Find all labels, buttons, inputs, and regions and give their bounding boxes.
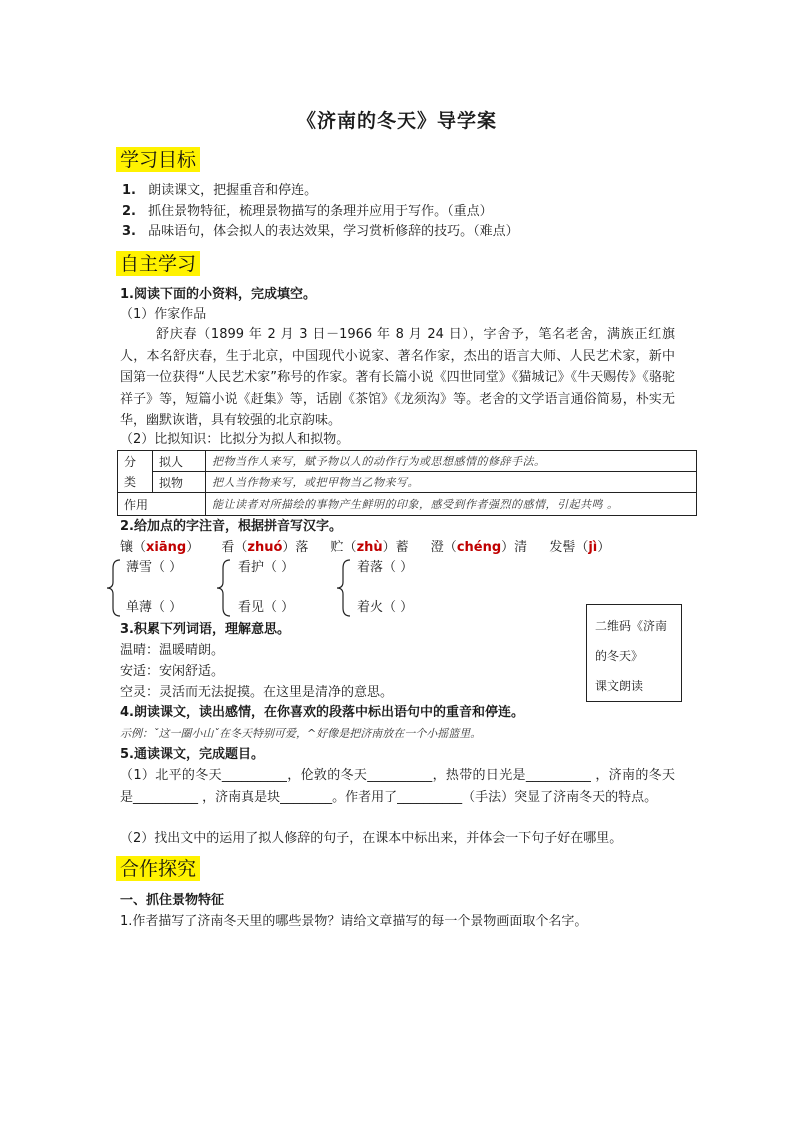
rhetoric-table (117, 450, 697, 516)
brace-icon (216, 558, 232, 618)
vocab-item: 安适：安闲舒适。 (120, 664, 225, 679)
qr-label: 二维码《济南 (595, 619, 668, 633)
table-row (118, 451, 697, 472)
table-cell: 拟人 (153, 451, 206, 472)
table-cell: 拟物 (153, 472, 206, 493)
pinyin-row (120, 538, 610, 558)
subheading: （2）比拟知识：比拟分为拟人和拟物。 (120, 432, 350, 447)
question-heading: 2.给加点的字注音，根据拼音写汉字。 (120, 519, 342, 534)
subheading: （1）作家作品 (120, 307, 207, 322)
group-item: 着火（ ） (357, 600, 414, 615)
table-row (118, 472, 697, 493)
pinyin-item: 贮（zhù）蓄 (330, 540, 409, 555)
table-row (118, 493, 697, 516)
goal-item: 3. 品味语句，体会拟人的表达效果，学习赏析修辞的技巧。（难点） (122, 224, 519, 239)
question-heading: 1.阅读下面的小资料，完成填空。 (120, 287, 316, 302)
group-item: 薄雪（ ） (126, 560, 183, 575)
question-heading: 4.朗读课文，读出感情，在你喜欢的段落中标出语句中的重音和停连。 (120, 705, 524, 720)
question-heading: 3.积累下列词语，理解意思。 (120, 622, 290, 637)
qr-label: 的冬天》 (595, 649, 644, 663)
table-cell: 把人当作物来写，或把甲物当乙物来写。 (206, 472, 697, 493)
author-bio: 舒庆春（1899 年 2 月 3 日－1966 年 8 月 24 日），字舍予，笔名老舍，满族正红旗人，本名舒庆春，生于北京，中国现代小说家、著名作家，杰出的语言大师、人民艺术家，新中国第一位获得“人民艺术家”称号的作家。著有长篇小说《四世同堂》《猫城记》《牛天赐传》《骆驼祥子》等，短篇小说《赶集》等，话剧《茶馆》《龙须沟》等。老舍的文学语言通俗简易，朴实无华，幽默诙谐，具有较强的北京韵味。 (120, 327, 675, 428)
table-cell: 类 (118, 472, 153, 493)
example-line: 示例：ˇ这一圈小山ˇ在冬天特别可爱，^好像是把济南放在一个小摇篮里。 (120, 727, 482, 740)
goal-item: 2. 抓住景物特征，梳理景物描写的条理并应用于写作。（重点） (122, 204, 493, 219)
group-item: 看见（ ） (238, 600, 295, 615)
qr-label: 课文朗读 (595, 679, 644, 693)
section-heading-goals: 学习目标 (116, 148, 200, 172)
brace-icon (336, 558, 352, 618)
question-text: （2）找出文中的运用了拟人修辞的句子，在课本中标出来，并体会一下句子好在哪里。 (120, 831, 623, 846)
group-item: 着落（ ） (357, 560, 414, 575)
question-heading: 5.通读课文，完成题目。 (120, 747, 264, 762)
part-heading: 一、抓住景物特征 (120, 893, 225, 908)
section-heading-cooperate: 合作探究 (116, 857, 200, 881)
pinyin-item: 镶（xiāng） (120, 540, 200, 555)
section-heading-self-study: 自主学习 (116, 252, 200, 276)
pinyin-item: 发髻（jì） (549, 540, 611, 555)
qr-code-box (586, 604, 682, 702)
table-cell: 能让读者对所描绘的事物产生鲜明的印象，感受到作者强烈的感情，引起共鸣 。 (206, 493, 697, 516)
goal-item: 1. 朗读课文，把握重音和停连。 (122, 183, 318, 198)
pinyin-item: 看（zhuó）落 (221, 540, 309, 555)
vocab-item: 温晴：温暖晴朗。 (120, 643, 225, 658)
page-title: 《济南的冬天》导学案 (296, 110, 497, 132)
table-cell: 作用 (118, 493, 206, 516)
pinyin-item: 澄（chéng）清 (430, 540, 528, 555)
fill-in-paragraph: （1）北平的冬天__________，伦敦的冬天__________，热带的日光是__________ ，济南的冬天是__________ ，济南真是块________。作者用了__________（手法）突显了济南冬天的特点。 (120, 768, 675, 805)
question-text: 1.作者描写了济南冬天里的哪些景物？请给文章描写的每一个景物画面取个名字。 (120, 914, 588, 929)
vocab-item: 空灵：灵活而无法捉摸。在这里是清净的意思。 (120, 685, 394, 700)
brace-icon (106, 558, 122, 618)
group-item: 单薄（ ） (126, 600, 183, 615)
table-cell: 分 (118, 451, 153, 472)
table-cell: 把物当作人来写，赋予物以人的动作行为或思想感情的修辞手法。 (206, 451, 697, 472)
group-item: 看护（ ） (238, 560, 295, 575)
